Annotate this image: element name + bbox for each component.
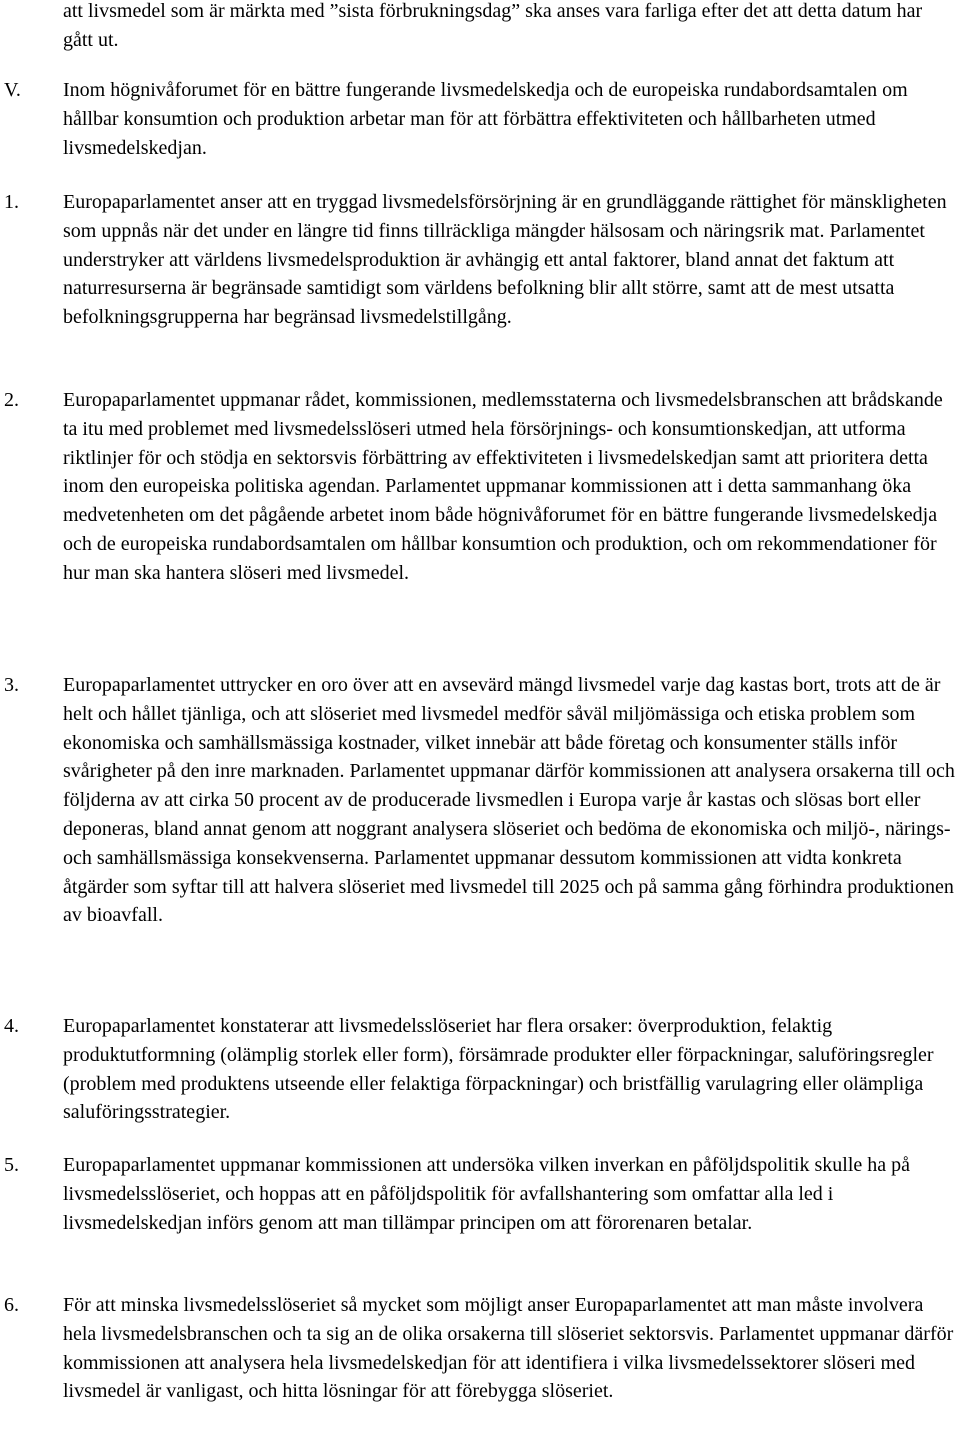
paragraph-text: Europaparlamentet uttrycker en oro över att en avsevärd mängd livsmedel varje dag kastas bort, trots att de är helt och hållet tjänliga, och att slöseriet med livsmedel medför såväl miljömässiga och etiska problem som ekonomiska och samhällsmässiga kostnader, vilket innebär att både företag och konsumenter ställs inför svårigheter på den inre marknaden. Parlamentet uppmanar därför kommissionen att analysera orsakerna till och följderna av att cirka 50 procent av de producerade livsmedlen i Europa varje år kastas och slösas bort eller deponeras, bland annat genom att noggrant analysera slöseriet och bedöma de ekonomiska och miljö-, närings- och samhällsmässiga konsekvenserna. Parlamentet uppmanar dessutom kommissionen att vidta konkreta åtgärder som syftar till att halvera slöseriet med livsmedel till 2025 och på samma gång förhindra produktionen av bioavfall. <box>63 674 955 927</box>
paragraph-number: 6. <box>4 1294 19 1316</box>
paragraph-number: 4. <box>4 1015 19 1037</box>
paragraph-text: För att minska livsmedelsslöseriet så mycket som möjligt anser Europaparlamentet att man måste involvera hela livsmedelsbranschen och ta sig an de olika orsakerna till slöseriet sektorsvis. Parlamentet uppmanar därför kommissionen att analysera hela livsmedelskedjan för att identifiera i vilka livsmedelssektorer slöseri med livsmedel är vanligast, och hitta lösningar för att förebygga slöseriet. <box>63 1294 954 1403</box>
paragraph-number: 2. <box>4 389 19 411</box>
paragraph-text: Europaparlamentet uppmanar rådet, kommissionen, medlemsstaterna och livsmedelsbranschen att brådskande ta itu med problemet med livsmedelsslöseri utmed hela försörjnings- och konsumtionskedjan, att utforma riktlinjer för och stödja en sektorsvis förbättring av effektiviteten i livsmedelskedjan samt att prioritera detta inom den europeiska politiska agendan. Parlamentet uppmanar kommissionen att i detta sammanhang öka medvetenheten om det pågående arbetet inom både högnivåforumet för en bättre fungerande livsmedelskedja och de europeiska rundabordsamtalen om hållbar konsumtion och produktion, och om rekommendationer för hur man ska hantera slöseri med livsmedel. <box>63 389 943 584</box>
paragraph-text: att livsmedel som är märkta med ”sista förbrukningsdag” ska anses vara farliga efter det att detta datum har gått ut. <box>63 0 923 51</box>
paragraph-number: 5. <box>4 1154 19 1176</box>
paragraph-text: Europaparlamentet anser att en tryggad livsmedelsförsörjning är en grundläggande rättighet för mänskligheten som uppnås när det under en längre tid finns tillräckliga mängder hälsosam och näringsrik mat. Parlamentet understryker att världens livsmedelsproduktion är avhängig ett antal faktorer, bland annat det faktum att naturresurserna är begränsade samtidigt som världens befolkning blir allt större, samt att de mest utsatta befolkningsgrupperna har begränsad livsmedelstillgång. <box>63 191 947 329</box>
paragraph-number: V. <box>4 79 21 101</box>
paragraph-number: 1. <box>4 191 19 213</box>
paragraph-number: 3. <box>4 674 19 696</box>
paragraph-text: Inom högnivåforumet för en bättre fungerande livsmedelskedja och de europeiska rundabordsamtalen om hållbar konsumtion och produktion arbetar man för att förbättra effektiviteten och hållbarheten utmed livsmedelskedjan. <box>63 79 908 159</box>
paragraph-text: Europaparlamentet konstaterar att livsmedelsslöseriet har flera orsaker: överproduktion, felaktig produktutformning (olämplig storlek eller form), försämrade produkter eller förpackningar, saluföringsregler (problem med produktens utseende eller felaktiga förpackningar) och bristfällig varulagring eller olämpliga saluföringsstrategier. <box>63 1015 934 1124</box>
paragraph-text: Europaparlamentet uppmanar kommissionen att undersöka vilken inverkan en påföljdspolitik skulle ha på livsmedelsslöseriet, och hoppas att en påföljdspolitik för avfallshantering som omfattar alla led i livsmedelskedjan införs genom att man tillämpar principen om att förorenaren betalar. <box>63 1154 911 1234</box>
